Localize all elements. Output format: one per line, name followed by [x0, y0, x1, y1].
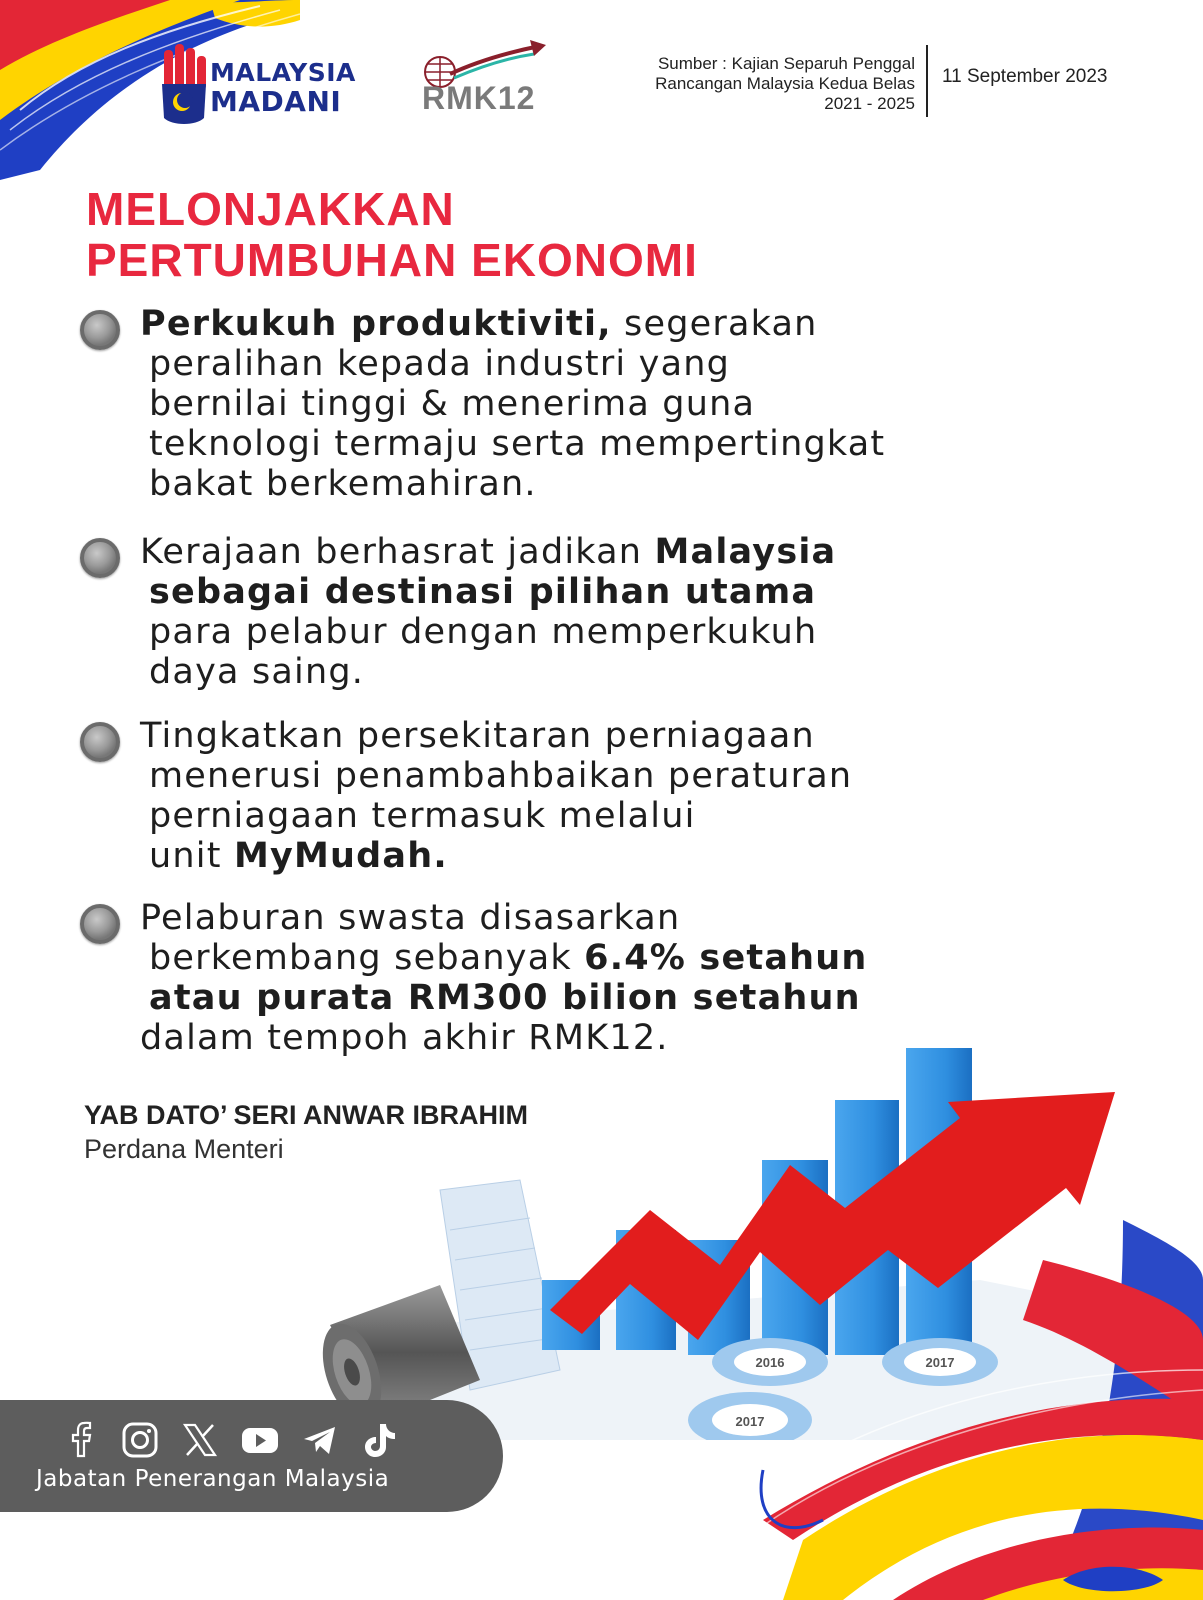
bullet-dot-icon: [80, 904, 120, 944]
bullet-1-line-4: teknologi termaju serta mempertingkat: [149, 424, 886, 464]
bullet-3-line-1: Tingkatkan persekitaran perniagaan: [140, 716, 815, 756]
source-line-1: Sumber : Kajian Separuh Penggal: [657, 54, 915, 73]
rmk12-logo-text: RMK12: [422, 80, 536, 116]
bullet-3-text-4: unit: [149, 836, 234, 876]
bullet-4-line-4: dalam tempoh akhir RMK12.: [140, 1018, 669, 1058]
bullet-4-text-2: berkembang sebanyak: [149, 938, 585, 978]
tiktok-icon[interactable]: [360, 1420, 400, 1460]
title-line-2: PERTUMBUHAN EKONOMI: [86, 234, 698, 286]
bullet-4-line-1: Pelaburan swasta disasarkan: [140, 898, 681, 938]
source-citation: [515, 54, 915, 114]
bullet-4-bold-3: atau purata RM300 bilion setahun: [149, 978, 861, 1018]
page-title: [86, 184, 906, 286]
header-divider: [926, 45, 928, 117]
telegram-icon[interactable]: [300, 1420, 340, 1460]
bullet-dot-icon: [80, 722, 120, 762]
bullet-1-line-2: peralihan kepada industri yang: [149, 344, 731, 384]
bullet-1-line-5: bakat berkemahiran.: [149, 464, 537, 504]
malaysia-madani-logo: [160, 44, 365, 126]
bullet-1-line-3: bernilai tinggi & menerima guna: [149, 384, 756, 424]
title-line-1: MELONJAKKAN: [86, 183, 455, 235]
madani-logo-line1: MALAYSIA: [210, 58, 356, 87]
footer-bar: [0, 1400, 503, 1512]
bullet-3-line-2: menerusi penambahbaikan peraturan: [149, 756, 853, 796]
source-line-3: 2021 - 2025: [824, 94, 915, 113]
bullet-1-bold: Perkukuh produktiviti,: [140, 304, 612, 344]
madani-logo-line2: MADANI: [210, 85, 342, 118]
bullet-2-bold-2: sebagai destinasi pilihan utama: [149, 572, 817, 612]
youtube-icon[interactable]: [240, 1420, 280, 1460]
bullet-2-line-3: para pelabur dengan memperkukuh: [149, 612, 818, 652]
bullet-dot-icon: [80, 538, 120, 578]
bullet-dot-icon: [80, 310, 120, 350]
author-name: YAB DATO’ SERI ANWAR IBRAHIM: [84, 1100, 529, 1130]
donut-label-2017-b: 2017: [735, 1414, 765, 1429]
publish-date: 11 September 2023: [942, 66, 1108, 87]
instagram-icon[interactable]: [120, 1420, 160, 1460]
source-line-2: Rancangan Malaysia Kedua Belas: [655, 74, 915, 93]
bullet-3-line-3: perniagaan termasuk melalui: [149, 796, 696, 836]
madani-hand-icon: [160, 44, 208, 126]
bullet-4-bold-2: 6.4% setahun: [584, 938, 868, 978]
bullet-1-text: segerakan: [611, 304, 818, 344]
bullet-3-bold-4: MyMudah.: [233, 836, 448, 876]
footer-organization: Jabatan Penerangan Malaysia: [36, 1466, 390, 1492]
flag-swoosh-bottom-right: [423, 1220, 1203, 1600]
author-role: Perdana Menteri: [84, 1134, 284, 1164]
bullet-2-bold-1: Malaysia: [654, 532, 837, 572]
x-icon[interactable]: [180, 1420, 220, 1460]
bullet-2-line-4: daya saing.: [149, 652, 365, 692]
donut-label-2016: 2016: [755, 1355, 785, 1370]
donut-label-2017-a: 2017: [925, 1355, 955, 1370]
bullet-2-text: Kerajaan berhasrat jadikan: [140, 532, 655, 572]
facebook-icon[interactable]: [62, 1420, 102, 1460]
